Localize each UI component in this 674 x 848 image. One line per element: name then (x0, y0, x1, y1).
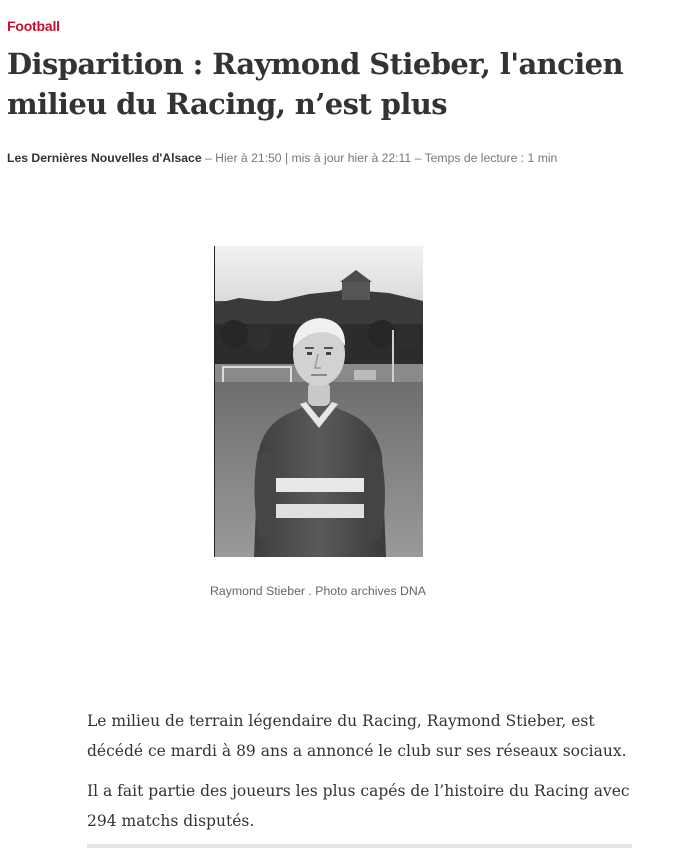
article-photo[interactable] (214, 246, 423, 557)
article-paragraph: Le milieu de terrain légendaire du Racing, Raymond Stieber, est décédé ce mardi à 89 ans a annoncé le club sur ses réseaux sociaux. (87, 712, 627, 760)
byline-separator: – (201, 151, 216, 165)
photo-caption: Raymond Stieber . Photo archives DNA (210, 584, 426, 598)
byline-published: Hier à 21:50 (215, 151, 282, 165)
article-title: Disparition : Raymond Stieber, l'ancien milieu du Racing, n’est plus (7, 47, 623, 121)
byline-source: Les Dernières Nouvelles d'Alsace (7, 151, 202, 165)
byline (7, 151, 557, 165)
article-body (87, 706, 632, 846)
byline-separator: – (411, 151, 425, 165)
byline-updated: mis à jour hier à 22:11 (291, 151, 412, 165)
player-photo-illustration (214, 246, 423, 557)
category-link[interactable]: Football (7, 18, 60, 34)
byline-reading-time: Temps de lecture : 1 min (424, 151, 558, 165)
section-divider (87, 844, 632, 848)
article-paragraph: Il a fait partie des joueurs les plus capés de l’histoire du Racing avec 294 matchs disputés. (87, 782, 630, 830)
byline-separator: | (281, 151, 292, 165)
